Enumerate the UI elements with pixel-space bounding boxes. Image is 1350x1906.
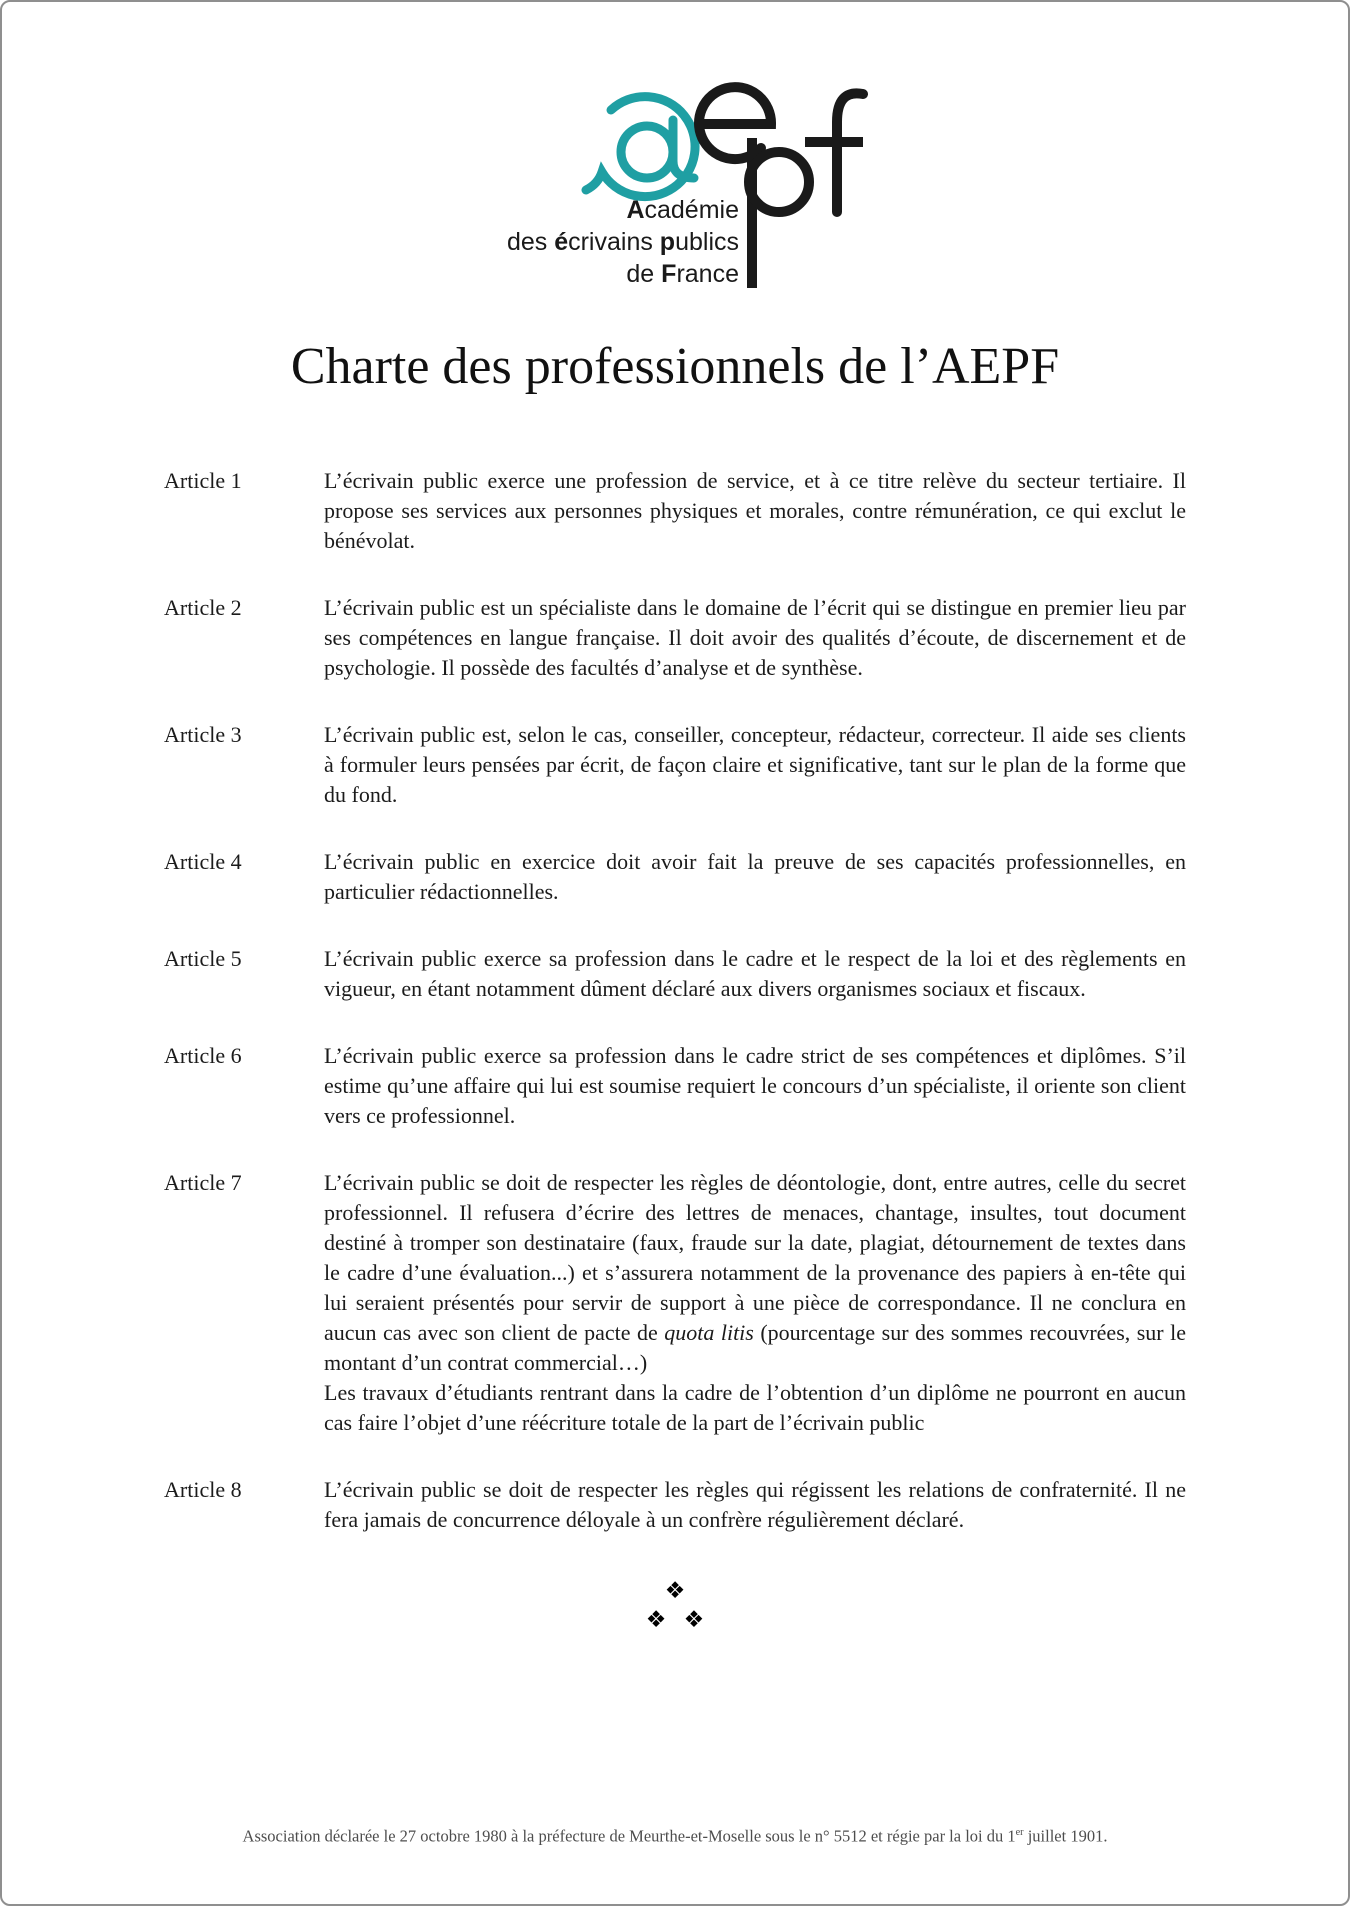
- ornament-row1: ❖: [664, 1578, 686, 1604]
- article-paragraph: [324, 1168, 1186, 1378]
- text-run: A: [626, 196, 645, 224]
- article-body: [324, 593, 1186, 683]
- logo-text-line1: [626, 198, 739, 223]
- logo-a-glyph: [621, 126, 673, 178]
- text-run: L’écrivain public en exercice doit avoir fait la preuve de ses capacités professionnelles, en particulier rédactionnelles.: [324, 849, 1186, 904]
- article-body: [324, 1475, 1186, 1535]
- text-run: Association déclarée le 27 octobre 1980 à la préfecture de Meurthe-et-Moselle sous le n° 5512 et régie par la loi du 1: [242, 1826, 1016, 1845]
- article-body: [324, 944, 1186, 1004]
- text-run: p: [659, 228, 676, 256]
- text-run: L’écrivain public se doit de respecter les règles de déontologie, dont, entre autres, celle du secret professionnel. Il refusera d’écrire des lettres de menaces, chantage, insultes, tout document destiné à tromper son destinataire (faux, fraude sur la date, plagiat, détournement de textes dans le cadre d’une évaluation...) et s’assurera notamment de la provenance des papiers à en-tête qui lui seraient présentés pour servir de support à une pièce de correspondance. Il ne conclura en aucun cas avec son client de pacte de: [324, 1170, 1186, 1345]
- articles-list: [164, 466, 1186, 1535]
- article-body: [324, 466, 1186, 556]
- text-run: L’écrivain public est, selon le cas, conseiller, concepteur, rédacteur, correcteur. Il aide ses clients à formuler leurs pensées par écrit, de façon claire et significative, tant sur le plan de la forme que du fond.: [324, 722, 1186, 807]
- article-paragraph: [324, 944, 1186, 1004]
- text-run: cadémie: [644, 196, 739, 224]
- article-paragraph: [324, 1041, 1186, 1131]
- article-body: [324, 720, 1186, 810]
- article-row: [164, 944, 1186, 1004]
- text-run: Les travaux d’étudiants rentrant dans la cadre de l’obtention d’un diplôme ne pourront en aucun cas faire l’objet d’une réécriture totale de la part de l’écrivain public: [324, 1380, 1186, 1435]
- text-run: ublics: [675, 228, 739, 256]
- logo-text-line2: [507, 230, 739, 255]
- article-label: Article 7: [164, 1170, 242, 1195]
- text-run: L’écrivain public exerce sa profession dans le cadre strict de ses compétences et diplômes. S’il estime qu’une affaire qui lui est soumise requiert le concours d’un spécialiste, il oriente son client vers ce professionnel.: [324, 1043, 1186, 1128]
- text-run: é: [554, 228, 569, 256]
- logo-p-bowl: [749, 152, 809, 212]
- text-run: quota litis: [664, 1320, 754, 1345]
- article-paragraph: [324, 1475, 1186, 1535]
- article-paragraph: [324, 1378, 1186, 1438]
- ornament-row2: ❖ ❖: [645, 1607, 705, 1633]
- article-body: [324, 1041, 1186, 1131]
- article-paragraph: [324, 720, 1186, 810]
- article-row: [164, 1041, 1186, 1131]
- article-label: Article 6: [164, 1043, 242, 1068]
- text-run: rance: [676, 260, 739, 288]
- logo-f-glyph: [837, 93, 863, 212]
- article-row: [164, 1475, 1186, 1535]
- article-label: Article 3: [164, 722, 242, 747]
- article-body: [324, 847, 1186, 907]
- article-label: Article 8: [164, 1477, 242, 1502]
- article-row: [164, 720, 1186, 810]
- article-paragraph: [324, 593, 1186, 683]
- text-run: de: [626, 260, 662, 288]
- page-title: Charte des professionnels de l’AEPF: [290, 338, 1060, 395]
- article-paragraph: [324, 847, 1186, 907]
- text-run: juillet 1901.: [1023, 1826, 1108, 1845]
- text-run: L’écrivain public se doit de respecter les règles qui régissent les relations de confraternité. Il ne fera jamais de concurrence déloyale à un confrère régulièrement déclaré.: [324, 1477, 1186, 1532]
- article-paragraph: [324, 466, 1186, 556]
- logo-e-glyph: [699, 87, 771, 159]
- page-footer: [2, 1823, 1348, 1847]
- aepf-logo: [465, 60, 885, 312]
- article-label: Article 5: [164, 946, 242, 971]
- article-body: [324, 1168, 1186, 1438]
- article-row: [164, 847, 1186, 907]
- text-run: (pourcentage sur des sommes recouvrées, sur le montant d’un contrat commercial…): [324, 1320, 1187, 1375]
- article-row: [164, 1168, 1186, 1438]
- text-run: L’écrivain public est un spécialiste dans le domaine de l’écrit qui se distingue en premier lieu par ses compétences en langue française. Il doit avoir des qualités d’écoute, de discernement et de psychologie. Il possède des facultés d’analyse et de synthèse.: [324, 595, 1186, 680]
- article-row: [164, 593, 1186, 683]
- text-run: L’écrivain public exerce sa profession dans le cadre et le respect de la loi et des règlements en vigueur, en étant notamment dûment déclaré aux divers organismes sociaux et fiscaux.: [324, 946, 1186, 1001]
- article-row: [164, 466, 1186, 556]
- text-run: F: [661, 260, 677, 288]
- article-label: Article 2: [164, 595, 242, 620]
- section-divider-ornament: [2, 1577, 1348, 1635]
- article-label: Article 4: [164, 849, 242, 874]
- text-run: des: [506, 228, 555, 256]
- text-run: crivains: [568, 228, 660, 256]
- text-run: L’écrivain public exerce une profession de service, et à ce titre relève du secteur tertiaire. Il propose ses services aux personnes physiques et morales, contre rémunération, ce qui exclut le bénévolat.: [324, 468, 1186, 553]
- article-label: Article 1: [164, 468, 242, 493]
- logo-text-line3: [626, 262, 739, 287]
- text-run: er: [1015, 1826, 1024, 1838]
